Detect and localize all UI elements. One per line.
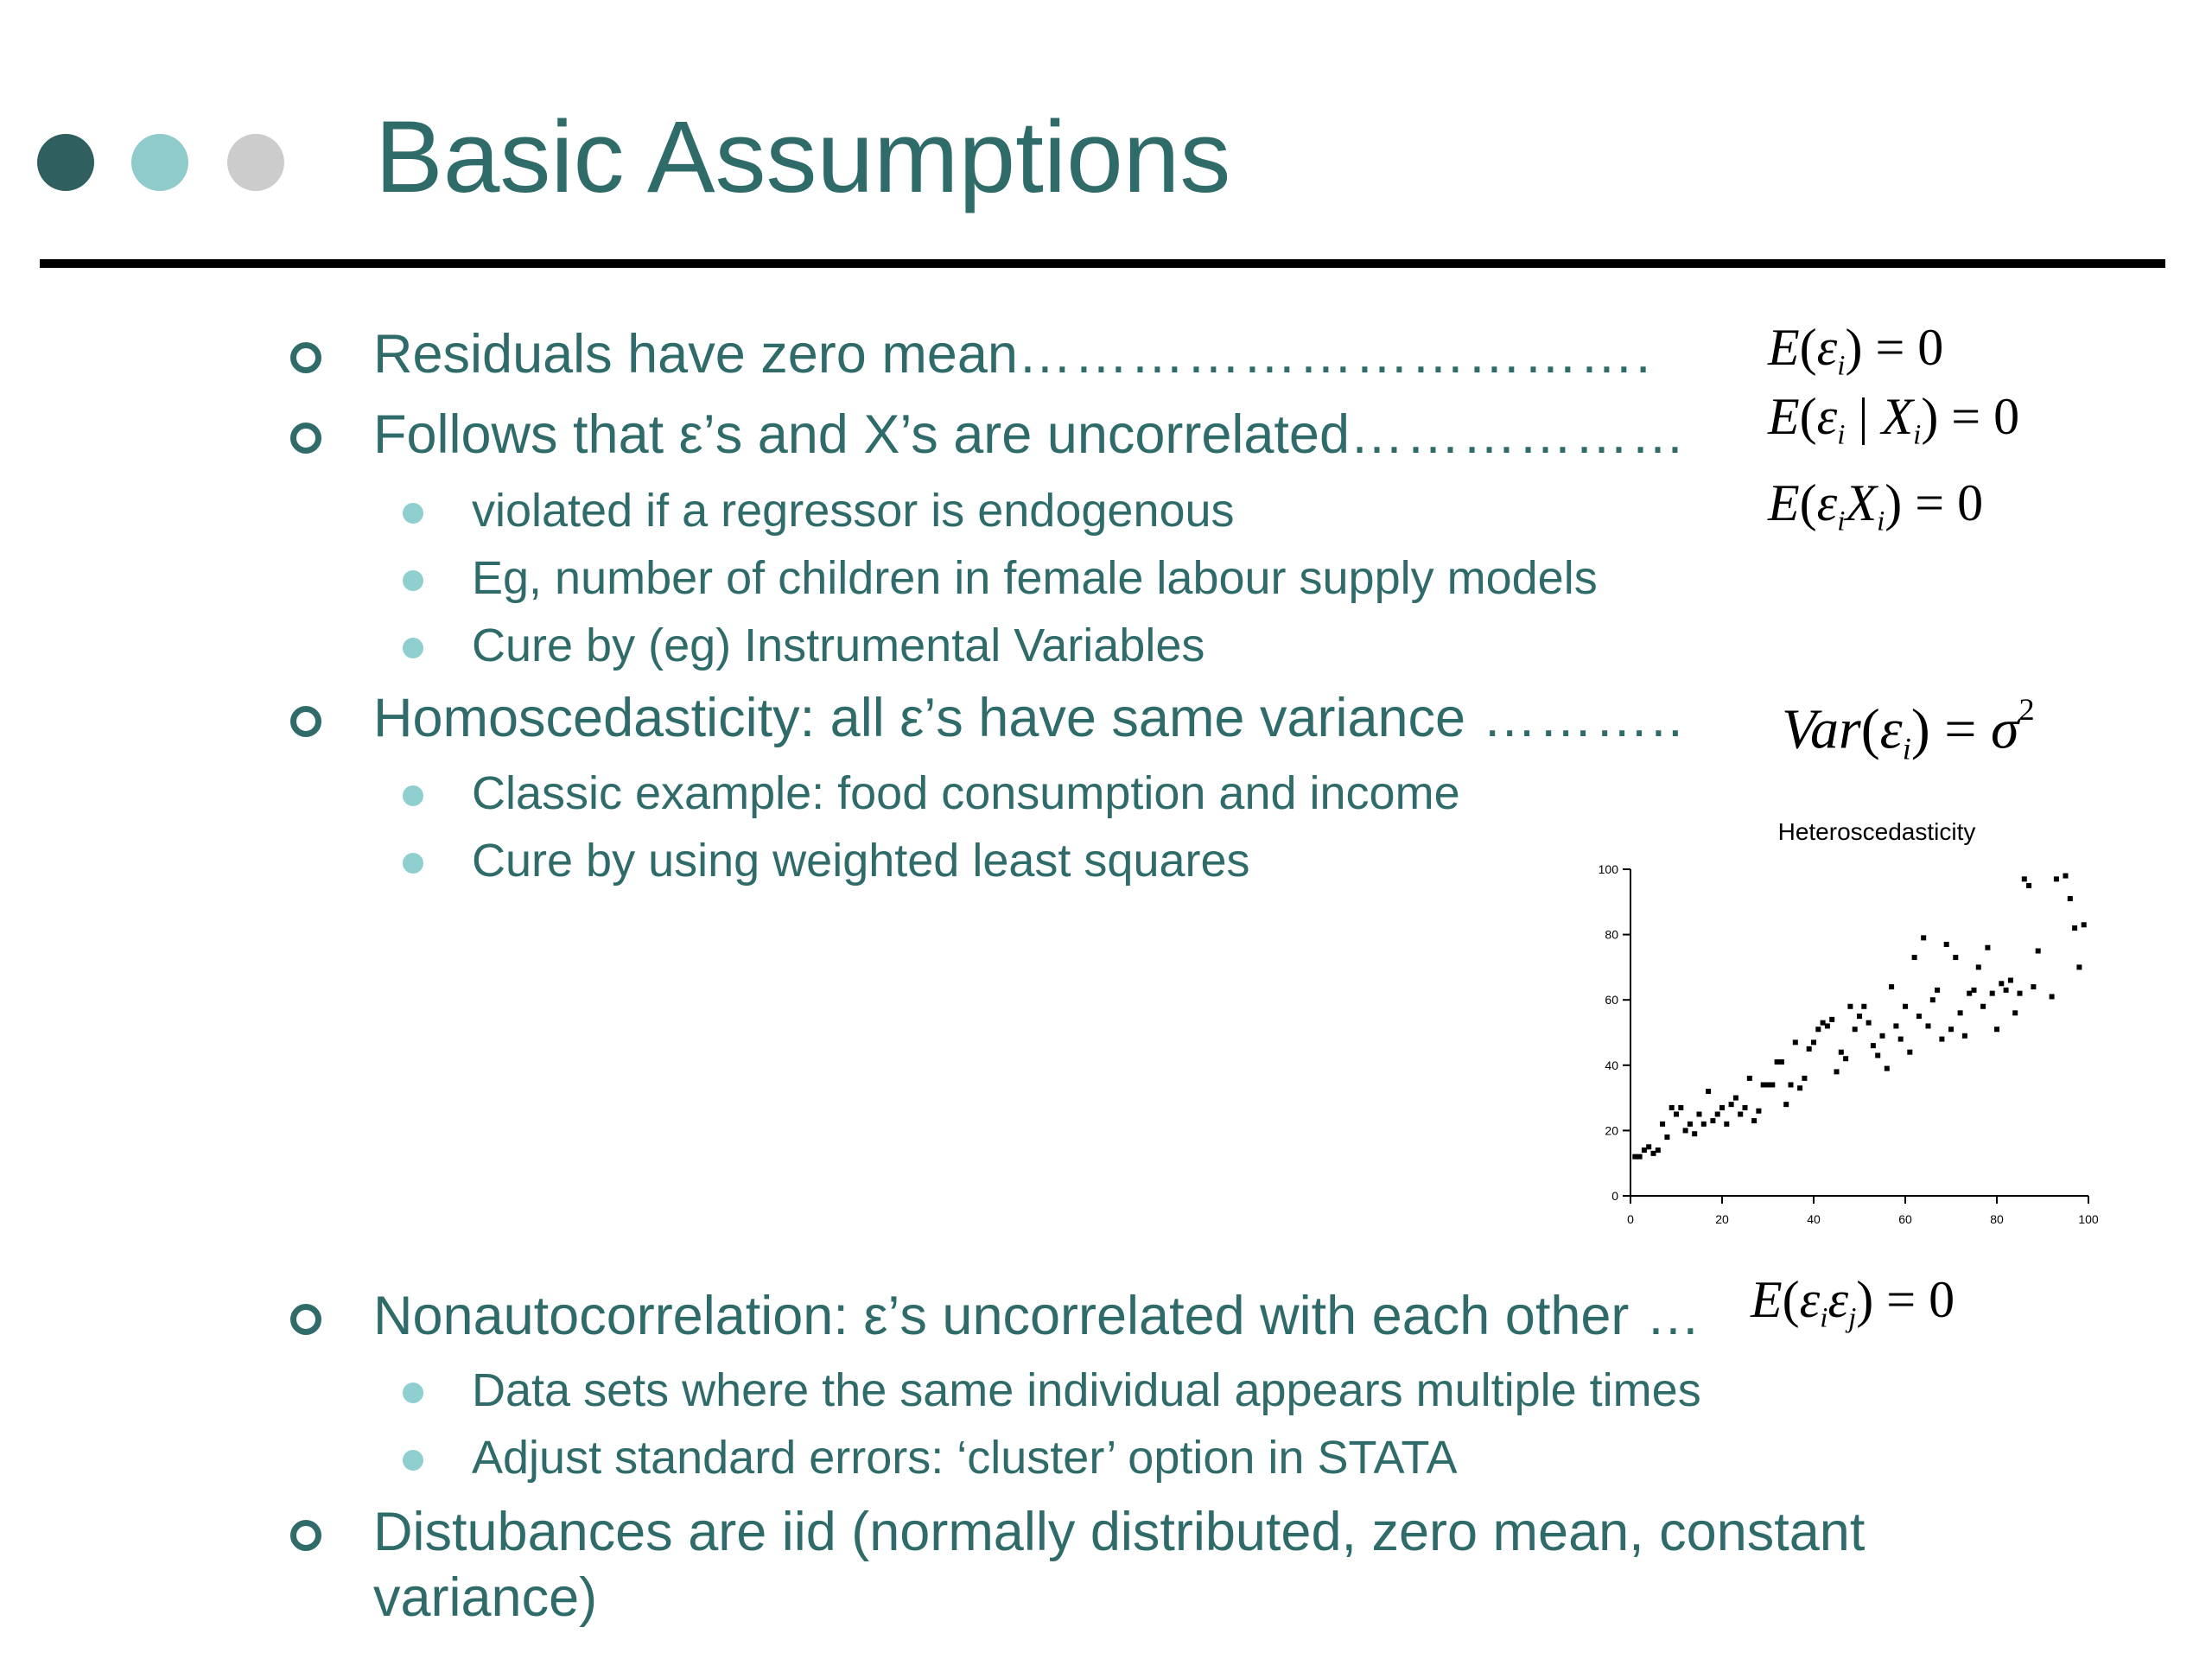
- x-tick-label: 80: [1990, 1212, 2004, 1226]
- dot-bullet-icon: [403, 785, 423, 806]
- bullet-text: Homoscedasticity: all ε’s have same variance: [373, 688, 1466, 748]
- scatter-point: [1756, 1109, 1761, 1114]
- scatter-point: [1921, 935, 1926, 940]
- scatter-point: [1935, 988, 1940, 993]
- scatter-point: [1669, 1105, 1675, 1110]
- scatter-point: [2082, 922, 2087, 927]
- heteroscedasticity-scatter-chart: [1590, 812, 2143, 1244]
- scatter-point: [1821, 1020, 1826, 1026]
- x-tick-label: 40: [1807, 1212, 1821, 1226]
- ring-bullet-icon: [290, 423, 321, 454]
- scatter-point: [1674, 1112, 1679, 1117]
- scatter-point: [1765, 1082, 1770, 1087]
- scatter-point: [1729, 1102, 1734, 1107]
- dot-bullet-icon: [403, 638, 423, 658]
- scatter-point: [1775, 1059, 1780, 1065]
- scatter-point: [1948, 1027, 1954, 1032]
- header-dot-gray: [227, 134, 284, 191]
- dot-bullet-icon: [403, 503, 423, 524]
- scatter-point: [1893, 1023, 1898, 1028]
- scatter-point: [2018, 991, 2023, 996]
- scatter-point: [1783, 1102, 1789, 1107]
- x-tick-label: 60: [1898, 1212, 1912, 1226]
- sub-bullet-text: Classic example: food consumption and income: [472, 767, 1460, 819]
- sub-bullet-text: Cure by using weighted least squares: [472, 835, 1250, 887]
- scatter-point: [1999, 981, 2004, 986]
- scatter-point: [1967, 991, 1972, 996]
- leader-dots: …: [1629, 1286, 1702, 1346]
- leader-dots: ………..: [1465, 688, 1685, 748]
- scatter-point: [1692, 1131, 1697, 1136]
- scatter-point: [2036, 949, 2041, 954]
- scatter-point: [1807, 1046, 1812, 1052]
- scatter-point: [1980, 1004, 1986, 1009]
- slide-title: Basic Assumptions: [375, 100, 1231, 214]
- scatter-point: [1930, 997, 1936, 1002]
- equation-nonautocorrelation: $E(\varepsilon_i\varepsilon_j) = 0$: [1751, 1271, 1955, 1334]
- header-dot-teal: [131, 134, 188, 191]
- scatter-point: [1706, 1089, 1711, 1094]
- scatter-point: [2072, 925, 2077, 931]
- scatter-point: [1743, 1105, 1748, 1110]
- scatter-point: [1829, 1017, 1834, 1022]
- scatter-point: [1847, 1004, 1853, 1009]
- scatter-point: [1916, 1014, 1922, 1019]
- scatter-point: [2050, 994, 2055, 999]
- y-tick-label: 100: [1598, 862, 1618, 876]
- scatter-point: [1857, 1014, 1862, 1019]
- sub-bullet-text: Adjust standard errors: ‘cluster’ option in STATA: [472, 1432, 1458, 1484]
- scatter-point: [1710, 1118, 1715, 1123]
- scatter-point: [2054, 876, 2059, 881]
- scatter-point: [1642, 1147, 1647, 1153]
- scatter-point: [1747, 1076, 1752, 1081]
- scatter-point: [1637, 1154, 1643, 1160]
- equation-zero-mean: $E(\varepsilon_i) = 0$: [1768, 319, 1944, 382]
- header-dot-dark: [37, 134, 94, 191]
- scatter-point: [1985, 945, 1990, 950]
- scatter-point: [1972, 988, 1977, 993]
- title-divider: [40, 259, 2165, 268]
- scatter-point: [1875, 1052, 1880, 1058]
- scatter-point: [1632, 1154, 1637, 1160]
- scatter-point: [1697, 1112, 1702, 1117]
- scatter-point: [1646, 1144, 1651, 1149]
- scatter-point: [1733, 1096, 1738, 1101]
- bullet-text-continued: variance): [373, 1567, 598, 1628]
- ring-bullet-icon: [290, 706, 321, 737]
- sub-bullet-text: Data sets where the same individual appears multiple times: [472, 1364, 1701, 1416]
- leader-dots: ………………: [1350, 404, 1688, 465]
- scatter-point: [1994, 1027, 1999, 1032]
- scatter-point: [1797, 1085, 1802, 1090]
- scatter-point: [1903, 1004, 1908, 1009]
- equation-conditional-mean: $E(\varepsilon_i$ | $X_i) = 0$: [1768, 388, 2020, 451]
- scatter-point: [1939, 1037, 1944, 1042]
- scatter-point: [1802, 1076, 1807, 1081]
- scatter-point: [2022, 876, 2027, 881]
- scatter-point: [1912, 955, 1917, 960]
- scatter-point: [1683, 1128, 1688, 1133]
- scatter-point: [1715, 1112, 1720, 1117]
- bullet-text: Residuals have zero mean: [373, 324, 1018, 385]
- scatter-point: [1793, 1039, 1798, 1045]
- scatter-point: [1834, 1069, 1840, 1074]
- scatter-point: [1958, 1010, 1963, 1015]
- y-tick-label: 80: [1605, 927, 1618, 942]
- bullet-text: Follows that ε’s and X’s are uncorrelated: [373, 404, 1351, 465]
- equation-variance: $Var(\varepsilon_i) = \sigma^2$: [1782, 692, 2035, 766]
- scatter-point: [1656, 1147, 1661, 1153]
- bullet-text: Distubances are iid (normally distributed, zero mean, constant: [373, 1502, 1866, 1562]
- scatter-point: [2068, 896, 2073, 901]
- scatter-point: [1761, 1082, 1766, 1087]
- scatter-point: [1789, 1082, 1794, 1087]
- ring-bullet-icon: [290, 342, 321, 373]
- scatter-point: [1885, 1066, 1890, 1071]
- x-tick-label: 100: [2078, 1212, 2099, 1226]
- scatter-point: [1738, 1112, 1743, 1117]
- scatter-point: [1990, 991, 1995, 996]
- scatter-point: [1811, 1039, 1816, 1045]
- dot-bullet-icon: [403, 1450, 423, 1471]
- scatter-point: [1701, 1122, 1707, 1127]
- scatter-point: [1861, 1004, 1866, 1009]
- scatter-point: [1664, 1135, 1669, 1140]
- y-tick-label: 0: [1611, 1189, 1618, 1203]
- y-tick-label: 20: [1605, 1123, 1618, 1138]
- scatter-point: [1889, 984, 1894, 989]
- bullet-text: Nonautocorrelation: ε’s uncorrelated with each other: [373, 1286, 1630, 1346]
- scatter-point: [1880, 1033, 1885, 1039]
- scatter-point: [1907, 1050, 1912, 1055]
- scatter-point: [1853, 1027, 1858, 1032]
- scatter-point: [1815, 1027, 1821, 1032]
- leader-dots: …………………………….: [1017, 324, 1653, 385]
- scatter-point: [1724, 1122, 1729, 1127]
- y-tick-label: 40: [1605, 1058, 1618, 1072]
- scatter-point: [1871, 1043, 1876, 1048]
- scatter-point: [2004, 988, 2009, 993]
- scatter-point: [1688, 1122, 1693, 1127]
- sub-bullet-text: Cure by (eg) Instrumental Variables: [472, 620, 1205, 671]
- sub-bullet-text: Eg, number of children in female labour supply models: [472, 552, 1598, 604]
- x-tick-label: 20: [1715, 1212, 1729, 1226]
- scatter-point: [1843, 1056, 1848, 1061]
- dot-bullet-icon: [403, 570, 423, 591]
- equation-uncorrelated: $E(\varepsilon_iX_i) = 0$: [1768, 474, 1984, 537]
- dot-bullet-icon: [403, 853, 423, 874]
- scatter-point: [1779, 1059, 1784, 1065]
- scatter-point: [1719, 1105, 1725, 1110]
- scatter-point: [1898, 1037, 1904, 1042]
- scatter-point: [1660, 1122, 1665, 1127]
- scatter-point: [2026, 883, 2031, 888]
- sub-bullet-text: violated if a regressor is endogenous: [472, 485, 1235, 537]
- scatter-point: [1770, 1082, 1775, 1087]
- scatter-point: [1825, 1023, 1830, 1028]
- scatter-point: [1751, 1118, 1757, 1123]
- scatter-point: [1678, 1105, 1683, 1110]
- scatter-point: [2076, 964, 2082, 969]
- ring-bullet-icon: [290, 1304, 321, 1335]
- chart-title: Heteroscedasticity: [1777, 818, 1976, 845]
- scatter-point: [2008, 978, 2013, 983]
- scatter-point: [1866, 1020, 1872, 1026]
- scatter-point: [1839, 1050, 1844, 1055]
- scatter-point: [1926, 1023, 1931, 1028]
- scatter-point: [2012, 1010, 2018, 1015]
- scatter-point: [1976, 964, 1981, 969]
- y-tick-label: 60: [1605, 993, 1618, 1007]
- dot-bullet-icon: [403, 1382, 423, 1403]
- ring-bullet-icon: [290, 1520, 321, 1551]
- scatter-point: [1944, 942, 1949, 947]
- scatter-point: [1953, 955, 1958, 960]
- scatter-point: [1651, 1151, 1656, 1156]
- scatter-point: [1962, 1033, 1967, 1039]
- scatter-point: [2063, 874, 2069, 879]
- x-tick-label: 0: [1627, 1212, 1634, 1226]
- scatter-point: [2031, 984, 2036, 989]
